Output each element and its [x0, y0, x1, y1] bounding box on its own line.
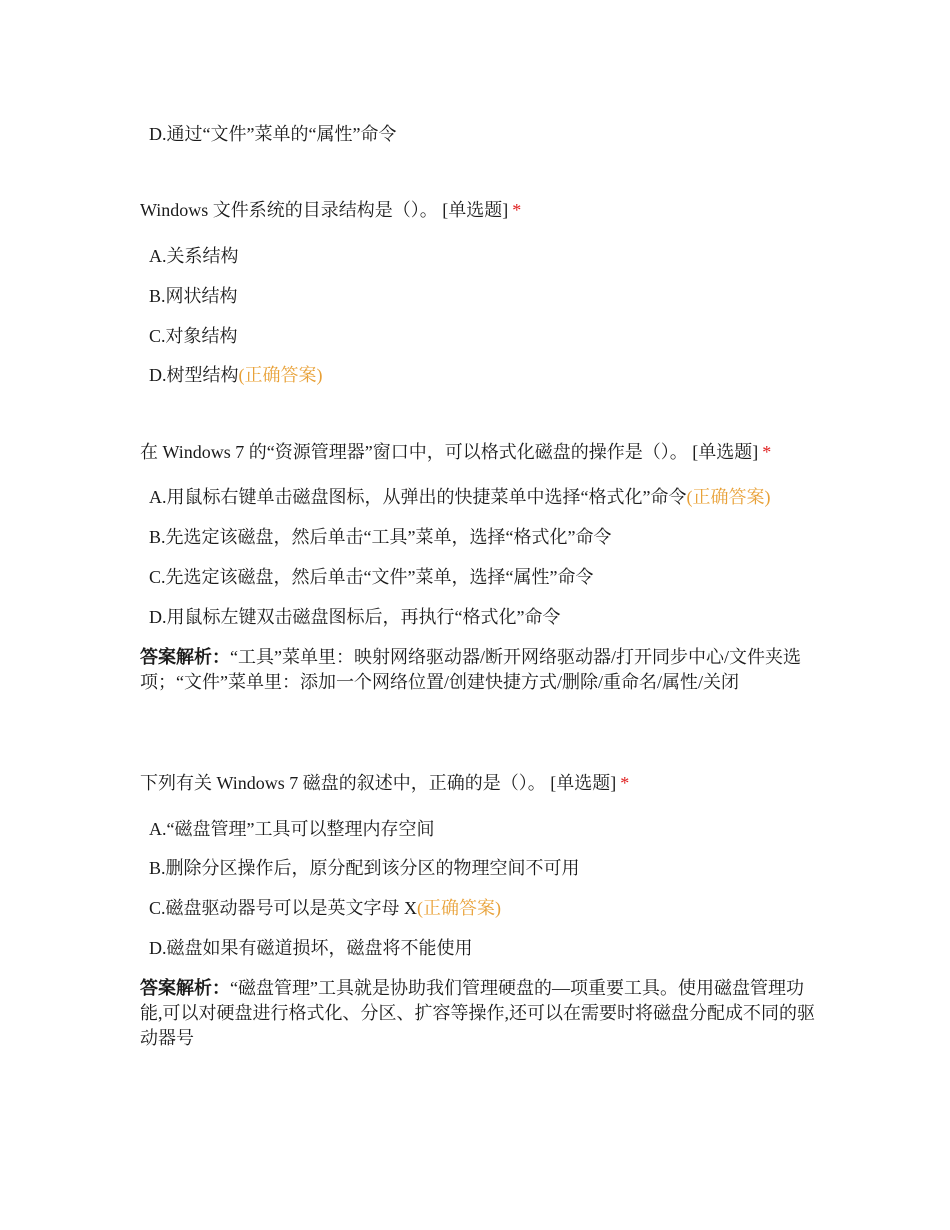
question-2-title: [140, 440, 771, 464]
option-text: D.通过“文件”菜单的“属性”命令: [149, 124, 397, 144]
option-text: B.删除分区操作后，原分配到该分区的物理空间不可用: [149, 858, 580, 878]
required-asterisk: *: [762, 442, 772, 462]
question-1-option-d: [149, 363, 323, 387]
option-text: B.先选定该磁盘，然后单击“工具”菜单，选择“格式化”命令: [149, 527, 612, 547]
option-text: D.磁盘如果有磁道损坏，磁盘将不能使用: [149, 938, 473, 958]
option-text: D.树型结构: [149, 365, 239, 385]
correct-answer-marker: (正确答案): [238, 365, 323, 385]
question-2-option-a: [149, 485, 770, 509]
analysis-label: 答案解析：: [140, 647, 230, 667]
question-1-option-b: [149, 284, 238, 308]
question-2-option-b: [149, 525, 611, 549]
question-3-option-d: [149, 936, 473, 960]
question-3-analysis: [140, 976, 820, 1051]
required-asterisk: *: [620, 773, 630, 793]
correct-answer-marker: (正确答案): [686, 487, 771, 507]
question-3-title: [140, 771, 629, 795]
question-2-option-d: [149, 605, 560, 629]
previous-question-option-d: [149, 122, 396, 146]
option-text: A.“磁盘管理”工具可以整理内存空间: [149, 819, 435, 839]
analysis-text: “工具”菜单里：映射网络驱动器/断开网络驱动器/打开同步中心/文件夹选项；“文件”菜单里：添加一个网络位置/创建快捷方式/删除/重命名/属性/关闭: [140, 647, 801, 692]
question-1-title: [140, 198, 521, 222]
question-3-option-a: [149, 817, 434, 841]
question-text: 在 Windows 7 的“资源管理器”窗口中，可以格式化磁盘的操作是（）。 [单选题]: [140, 442, 759, 462]
option-text: D.用鼠标左键双击磁盘图标后，再执行“格式化”命令: [149, 607, 561, 627]
option-text: C.磁盘驱动器号可以是英文字母 X: [149, 898, 418, 918]
required-asterisk: *: [512, 200, 522, 220]
correct-answer-marker: (正确答案): [417, 898, 502, 918]
option-text: C.先选定该磁盘，然后单击“文件”菜单，选择“属性”命令: [149, 567, 594, 587]
question-1-option-c: [149, 324, 238, 348]
question-3-option-b: [149, 856, 580, 880]
question-3-option-c: [149, 896, 501, 920]
question-2-analysis: [140, 645, 820, 695]
option-text: C.对象结构: [149, 326, 238, 346]
option-text: B.网状结构: [149, 286, 238, 306]
question-text: Windows 文件系统的目录结构是（）。 [单选题]: [140, 200, 509, 220]
analysis-label: 答案解析：: [140, 978, 230, 998]
question-2-option-c: [149, 565, 593, 589]
question-1-option-a: [149, 244, 239, 268]
analysis-text: “磁盘管理”工具就是协助我们管理硬盘的—项重要工具。使用磁盘管理功能,可以对硬盘进行格式化、分区、扩容等操作,还可以在需要时将磁盘分配成不同的驱动器号: [140, 978, 815, 1048]
option-text: A.关系结构: [149, 246, 239, 266]
question-text: 下列有关 Windows 7 磁盘的叙述中，正确的是（）。 [单选题]: [140, 773, 617, 793]
option-text: A.用鼠标右键单击磁盘图标，从弹出的快捷菜单中选择“格式化”命令: [149, 487, 687, 507]
